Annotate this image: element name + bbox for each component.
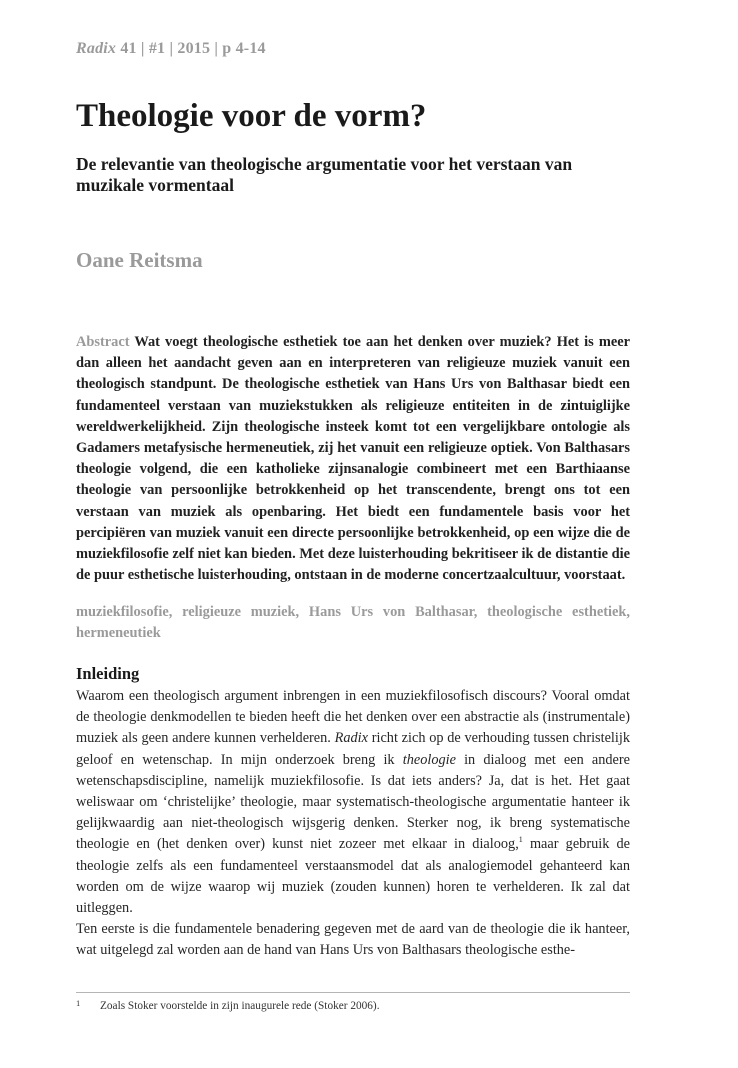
journal-name: Radix (76, 40, 117, 57)
italic-radix: Radix (334, 730, 368, 747)
footnote-divider (76, 992, 630, 993)
author-name: Oane Reitsma (76, 248, 203, 272)
abstract-label: Abstract (76, 334, 130, 350)
abstract (76, 332, 630, 586)
journal-issue: 41 | #1 | 2015 | p 4-14 (116, 40, 266, 57)
italic-theologie: theologie (402, 751, 456, 768)
footnote-text: Zoals Stoker voorstelde in zijn inaugurele rede (Stoker 2006). (100, 1000, 380, 1012)
footnote-reference[interactable]: 1 (518, 835, 523, 845)
abstract-text: Wat voegt theologische esthetiek toe aan het denken over muziek? Het is meer dan alleen het aandacht geven aan en interpreteren van religieuze muziek vanuit een theologisch standpunt. De theologische esthetiek van Hans Urs von Balthasar biedt een fundamenteel verstaan van muziekstukken als religieuze entiteiten in de zintuiglijke wereldwerkelijkheid. Zijn theologische insteek komt tot een vergelijkbare ontologie als Gadamers metafysische hermeneutiek, zij het vanuit een religieuze optiek. Von Balthasars theologie volgend, die een katholieke zijnsanalogie combineert met een Barthiaanse theologie van persoonlijke betrokkenheid op het transcendente, brengt ons tot een verstaan van muziek als openbaring. Het biedt een fundamentele basis voor het percipiëren van muziek vanuit een directe persoonlijke betrokkenheid, op een wijze die de muziekfilosofie zelf niet kan bieden. Met deze luisterhouding bekritiseer ik de distantie die de puur esthetische luisterhouding, ontstaan in de moderne concertzaalcultuur, voorstaat. (76, 334, 630, 584)
journal-citation (76, 40, 266, 58)
keywords: muziekfilosofie, religieuze muziek, Hans Urs von Balthasar, theologische esthetiek, hermeneutiek (76, 604, 630, 642)
body-text (76, 686, 630, 962)
section-heading: Inleiding (76, 664, 140, 683)
article-subtitle: De relevantie van theologische argumentatie voor het verstaan van muzikale vormentaal (76, 154, 573, 195)
footnote-number: 1 (76, 998, 81, 1008)
footnote (76, 998, 630, 1012)
paragraph: Ten eerste is die fundamentele benadering gegeven met de aard van de theologie die ik hanteer, wat uitgelegd zal worden aan de hand van Hans Urs von Balthasars theologische esthe- (76, 921, 630, 959)
paragraph: Waarom een theologisch argument inbrengen in een muziekfilosofisch discours? Vooral omdat de theologie denkmodellen te bieden heeft die het denken over een abstractie als (instrumentale) muziek als geen andere kunnen verhelderen. Radix richt zich op de verhouding tussen christelijk geloof en wetenschap. In mijn onderzoek breng ik theologie in dialoog met een andere wetenschapsdiscipline, namelijk muziekfilosofie. Is dat iets anders? Ja, dat is het. Het gaat weliswaar om ‘christelijke’ theologie, maar systematisch-theologische argumentatie hanteer ik gelijkwaardig aan niet-theologisch wijsgerig denken. Sterker nog, ik breng systematische theologie en (het denken over) kunst niet zozeer met elkaar in dialoog,$^1$ maar gebruik de theologie zelfs als een fundamenteel verstaansmodel dat als analogiemodel gehanteerd kan worden om de wijze waarop wij muziek (zouden kunnen) horen te verhelderen. Ik zal dat uitleggen. (76, 688, 631, 917)
article-title: Theologie voor de vorm? (76, 98, 427, 134)
